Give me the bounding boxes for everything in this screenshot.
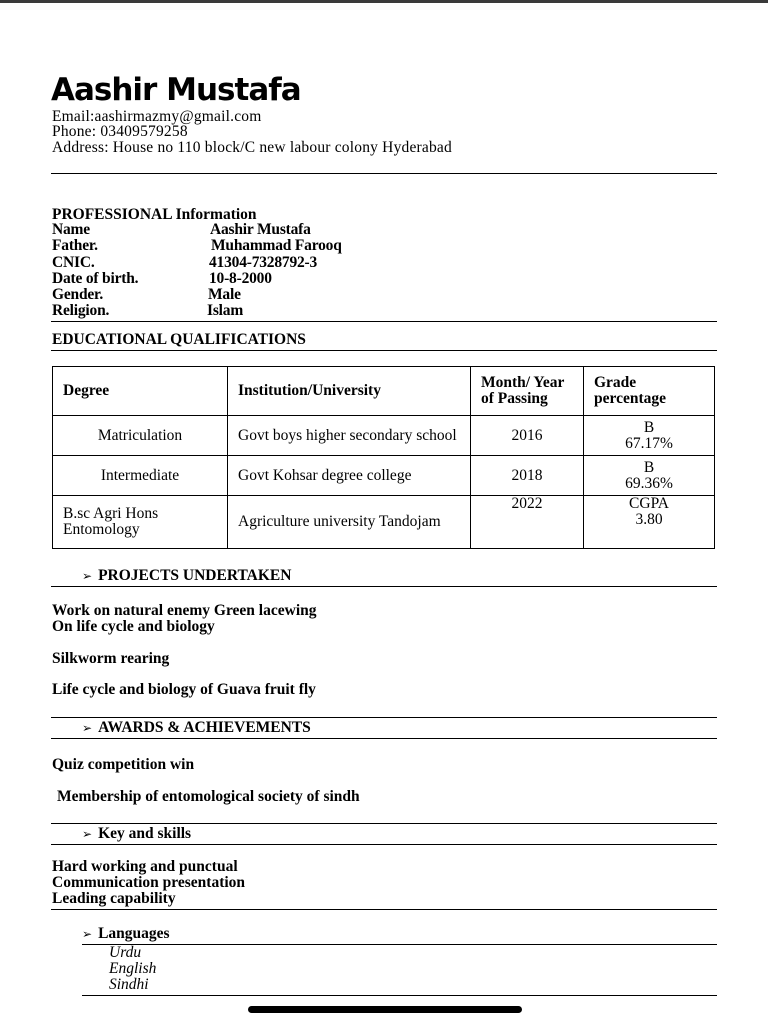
cell-degree: Intermediate [53, 456, 228, 496]
divider [51, 321, 717, 322]
arrow-bullet-icon: ➢ [82, 721, 93, 735]
divider [51, 738, 717, 739]
list-item: Life cycle and biology of Guava fruit fly [52, 681, 316, 698]
divider [82, 995, 717, 996]
divider [51, 350, 717, 351]
top-status-strip [0, 0, 768, 3]
home-indicator[interactable] [248, 1006, 522, 1013]
info-label-name: Name [52, 221, 90, 238]
grade-percent: 67.17% [625, 434, 673, 452]
grade-letter: CGPA [629, 495, 669, 512]
cell-year: 2018 [471, 456, 584, 496]
info-label-gender: Gender. [52, 286, 103, 303]
list-item: Membership of entomological society of sindh [57, 788, 360, 805]
table-row [53, 456, 715, 496]
info-value-gender: Male [208, 286, 241, 303]
cell-year: 2016 [471, 416, 584, 456]
info-label-dob: Date of birth. [52, 270, 139, 287]
list-item: Hard working and punctual [52, 858, 238, 875]
cell-grade [584, 496, 715, 549]
professional-title: PROFESSIONAL Information [52, 206, 257, 223]
divider [51, 586, 717, 587]
info-value-father: Muhammad Farooq [211, 237, 342, 254]
cell-institution: Govt boys higher secondary school [228, 416, 471, 456]
arrow-bullet-icon: ➢ [82, 827, 93, 841]
grade-letter: B [643, 418, 655, 436]
divider [51, 844, 717, 845]
email-line: Email:aashirmazmy@gmail.com [52, 108, 262, 125]
phone-line: Phone: 03409579258 [52, 123, 188, 140]
header-degree: Degree [53, 367, 228, 416]
info-label-father: Father. [52, 237, 98, 254]
cell-year: 2022 [471, 496, 584, 549]
arrow-bullet-icon: ➢ [82, 569, 93, 583]
header-year: Month/ Year of Passing [471, 367, 584, 416]
awards-title [82, 719, 311, 737]
info-value-dob: 10-8-2000 [209, 270, 272, 287]
cell-institution: Govt Kohsar degree college [228, 456, 471, 496]
projects-title-text: PROJECTS UNDERTAKEN [98, 567, 292, 584]
divider [51, 823, 717, 824]
candidate-name: Aashir Mustafa [51, 72, 301, 108]
grade-percent: 69.36% [625, 474, 673, 492]
info-value-name: Aashir Mustafa [210, 221, 311, 238]
list-item: Leading capability [52, 890, 176, 907]
list-item: Work on natural enemy Green lacewing [52, 602, 317, 619]
list-item: Silkworm rearing [52, 650, 170, 667]
grade-percent: 3.80 [635, 511, 663, 528]
arrow-bullet-icon: ➢ [82, 927, 93, 941]
cell-degree: Matriculation [53, 416, 228, 456]
languages-title [82, 925, 170, 943]
cell-degree: B.sc Agri Hons Entomology [53, 496, 228, 549]
table-row [53, 496, 715, 549]
skills-title [82, 825, 191, 843]
table-row [53, 416, 715, 456]
list-item: Urdu [109, 944, 142, 961]
divider [51, 717, 717, 718]
divider [51, 909, 717, 910]
info-label-cnic: CNIC. [52, 254, 95, 271]
list-item: English [109, 960, 157, 977]
skills-title-text: Key and skills [98, 825, 192, 842]
languages-title-text: Languages [98, 925, 170, 942]
info-label-religion: Religion. [52, 302, 110, 319]
info-value-religion: Islam [207, 302, 244, 319]
projects-title [82, 567, 291, 585]
list-item: Quiz competition win [52, 756, 195, 773]
education-title: EDUCATIONAL QUALIFICATIONS [52, 331, 306, 348]
table-header-row [53, 367, 715, 416]
cell-grade [584, 416, 715, 456]
info-value-cnic: 41304-7328792-3 [209, 254, 318, 271]
list-item: On life cycle and biology [52, 618, 215, 635]
header-institution: Institution/University [228, 367, 471, 416]
cell-grade [584, 456, 715, 496]
list-item: Communication presentation [52, 874, 246, 891]
address-line: Address: House no 110 block/C new labour colony Hyderabad [52, 139, 452, 156]
header-grade: Grade percentage [584, 367, 715, 416]
awards-title-text: AWARDS & ACHIEVEMENTS [98, 719, 311, 736]
list-item: Sindhi [109, 976, 149, 993]
grade-letter: B [643, 458, 655, 476]
divider [82, 944, 717, 945]
cell-institution: Agriculture university Tandojam [228, 496, 471, 549]
education-table [52, 366, 715, 549]
divider [51, 173, 717, 174]
